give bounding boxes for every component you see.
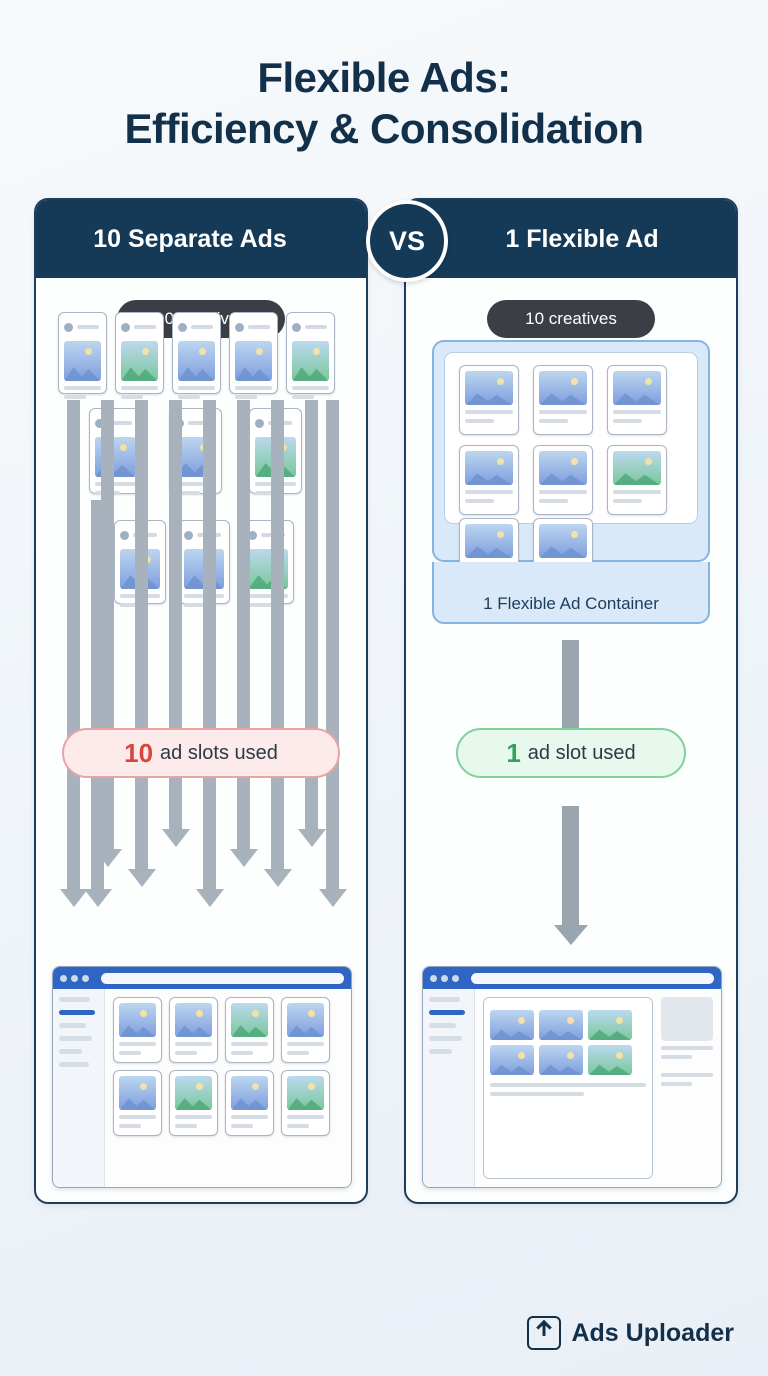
- browser-sidebar: [423, 989, 475, 1187]
- sun-icon: [142, 348, 149, 355]
- creative-card: [172, 312, 221, 394]
- panel-flexible-ad: [404, 198, 738, 1204]
- avatar: [235, 323, 244, 332]
- mountain-icon: [121, 359, 158, 381]
- text-line: [465, 410, 513, 414]
- panel-left-heading: 10 Separate Ads: [36, 200, 366, 278]
- mountain-icon: [539, 1059, 583, 1076]
- creative-card: [607, 365, 667, 435]
- right-creatives-badge: 10 creatives: [487, 300, 655, 338]
- flow-arrow: [203, 400, 216, 890]
- mountain-icon: [235, 359, 272, 381]
- sun-icon: [571, 378, 578, 385]
- sun-icon: [196, 1083, 203, 1090]
- text-line: [287, 1124, 309, 1128]
- flexible-container-label: 1 Flexible Ad Container: [483, 594, 659, 614]
- text-line: [613, 490, 661, 494]
- creative-thumbnail: [613, 371, 661, 405]
- window-dot: [452, 975, 459, 982]
- creative-thumbnail: [588, 1010, 632, 1040]
- sun-icon: [567, 1052, 574, 1059]
- text-line: [292, 395, 314, 399]
- mountain-icon: [231, 1091, 268, 1110]
- text-line: [119, 1051, 141, 1055]
- text-line: [119, 1042, 156, 1046]
- right-slot-badge: [456, 728, 686, 778]
- text-line: [231, 1051, 253, 1055]
- sun-icon: [252, 1083, 259, 1090]
- sidebar-line: [429, 1036, 462, 1041]
- creative-thumbnail: [235, 341, 272, 381]
- creative-thumbnail: [178, 341, 215, 381]
- sun-icon: [645, 458, 652, 465]
- creative-thumbnail: [175, 1076, 212, 1110]
- text-line: [178, 386, 215, 390]
- avatar: [178, 323, 187, 332]
- text-line: [175, 1115, 212, 1119]
- avatar: [292, 323, 301, 332]
- name-line: [305, 325, 327, 329]
- sidebar-line: [59, 1023, 86, 1028]
- right-slot-number: 1: [506, 737, 521, 768]
- flow-arrow: [135, 400, 148, 870]
- sidebar-line: [59, 1062, 89, 1067]
- sun-icon: [140, 1010, 147, 1017]
- mountain-icon: [588, 1059, 632, 1076]
- creative-card: [533, 365, 593, 435]
- mountain-icon: [613, 386, 661, 405]
- page-title: [0, 0, 768, 154]
- mountain-icon: [465, 466, 513, 485]
- window-dot: [71, 975, 78, 982]
- text-line: [490, 1083, 646, 1087]
- sun-icon: [85, 348, 92, 355]
- text-line: [235, 386, 272, 390]
- window-dot: [60, 975, 67, 982]
- text-line: [175, 1051, 197, 1055]
- text-line: [248, 603, 272, 607]
- mountain-icon: [539, 466, 587, 485]
- text-line: [175, 1042, 212, 1046]
- flex-creative-row-1: [459, 365, 667, 435]
- text-line: [178, 395, 200, 399]
- creative-thumbnail: [121, 341, 158, 381]
- right-browser-mockup: [422, 966, 722, 1188]
- mountain-icon: [292, 359, 329, 381]
- browser-titlebar: [53, 967, 351, 989]
- text-line: [539, 490, 587, 494]
- mountain-icon: [178, 359, 215, 381]
- text-line: [64, 386, 101, 390]
- text-line: [465, 499, 494, 503]
- sun-icon: [497, 378, 504, 385]
- browser-titlebar: [423, 967, 721, 989]
- text-line: [661, 1046, 713, 1050]
- mountain-icon: [465, 386, 513, 405]
- name-line: [77, 325, 99, 329]
- text-line: [613, 410, 661, 414]
- sidebar-line: [59, 997, 90, 1002]
- creative-thumbnail: [588, 1045, 632, 1075]
- text-line: [64, 395, 86, 399]
- text-line: [613, 419, 642, 423]
- window-dot: [430, 975, 437, 982]
- flow-arrow: [271, 400, 284, 870]
- sidebar-line: [429, 997, 460, 1002]
- text-line: [287, 1042, 324, 1046]
- mountain-icon: [490, 1059, 534, 1076]
- sun-icon: [308, 1010, 315, 1017]
- sun-icon: [313, 348, 320, 355]
- creative-thumbnail: [539, 524, 587, 558]
- vs-badge: VS: [366, 200, 448, 282]
- creative-card: [229, 312, 278, 394]
- panel-separate-ads: [34, 198, 368, 1204]
- browser-right-rail: [661, 997, 713, 1179]
- ad-slot: [225, 1070, 274, 1136]
- mountain-icon: [64, 359, 101, 381]
- flow-arrow: [326, 400, 339, 890]
- text-line: [121, 395, 143, 399]
- creative-thumbnail: [465, 371, 513, 405]
- creative-card: [115, 312, 164, 394]
- flexible-container-footer: [432, 562, 710, 624]
- upload-box-icon: [527, 1316, 561, 1350]
- text-line: [235, 395, 257, 399]
- creative-thumbnail: [64, 341, 101, 381]
- mountain-icon: [287, 1091, 324, 1110]
- left-slot-number: 10: [124, 737, 154, 768]
- ad-slot: [169, 1070, 218, 1136]
- text-line: [231, 1124, 253, 1128]
- text-line: [119, 1115, 156, 1119]
- left-creative-row-1: [58, 312, 335, 394]
- sidebar-line: [429, 1023, 456, 1028]
- ad-slot: [281, 1070, 330, 1136]
- sun-icon: [308, 1083, 315, 1090]
- mountain-icon: [613, 466, 661, 485]
- text-line: [287, 1051, 309, 1055]
- mountain-icon: [287, 1018, 324, 1037]
- brand-name: Ads Uploader: [571, 1318, 734, 1347]
- creative-thumbnail: [465, 524, 513, 558]
- name-line: [134, 325, 156, 329]
- creative-thumbnail: [539, 371, 587, 405]
- window-dot: [82, 975, 89, 982]
- sidebar-line: [59, 1049, 82, 1054]
- sun-icon: [252, 1010, 259, 1017]
- left-slot-label: ad slots used: [160, 741, 278, 764]
- mountain-icon: [465, 539, 513, 558]
- sun-icon: [196, 1010, 203, 1017]
- flex-creative-row-2: [459, 445, 667, 515]
- sun-icon: [518, 1052, 525, 1059]
- avatar: [255, 419, 264, 428]
- sun-icon: [256, 348, 263, 355]
- ad-slot: [113, 1070, 162, 1136]
- creative-thumbnail: [613, 451, 661, 485]
- text-line: [661, 1073, 713, 1077]
- sun-icon: [140, 1083, 147, 1090]
- brand-footer: [527, 1316, 734, 1350]
- text-line: [465, 490, 513, 494]
- sun-icon: [616, 1017, 623, 1024]
- browser-content: [475, 989, 721, 1187]
- sun-icon: [497, 458, 504, 465]
- creative-card: [459, 365, 519, 435]
- single-ad-slot: [483, 997, 653, 1179]
- left-creatives-badge: 10: [117, 300, 285, 338]
- text-line: [539, 419, 568, 423]
- browser-body: [423, 989, 721, 1187]
- creative-card: [286, 312, 335, 394]
- creative-thumbnail: [539, 1045, 583, 1075]
- mountain-icon: [539, 1024, 583, 1041]
- flow-arrow: [67, 400, 80, 890]
- text-line: [292, 386, 329, 390]
- text-line: [287, 1115, 324, 1119]
- sun-icon: [571, 458, 578, 465]
- mountain-icon: [119, 1091, 156, 1110]
- text-line: [175, 1124, 197, 1128]
- sun-icon: [120, 444, 127, 451]
- creative-thumbnail: [465, 451, 513, 485]
- text-line: [539, 499, 568, 503]
- creative-card: [533, 445, 593, 515]
- mountain-icon: [588, 1024, 632, 1041]
- name-line: [191, 325, 213, 329]
- left-browser-mockup: [52, 966, 352, 1188]
- creative-thumbnail: [231, 1003, 268, 1037]
- title-line-2: Efficiency & Consolidation: [124, 105, 644, 153]
- flow-arrow: [237, 400, 250, 850]
- avatar: [120, 531, 129, 540]
- flexible-ad-inner: [444, 352, 698, 524]
- text-line: [231, 1115, 268, 1119]
- sun-icon: [645, 378, 652, 385]
- creative-thumbnail: [119, 1003, 156, 1037]
- creative-thumbnail: [175, 1003, 212, 1037]
- sun-icon: [518, 1017, 525, 1024]
- text-line: [231, 1042, 268, 1046]
- right-slot-label: ad slot used: [527, 741, 636, 764]
- creative-card: [459, 445, 519, 515]
- flow-arrow: [562, 640, 579, 740]
- text-line: [119, 1124, 141, 1128]
- browser-content: [105, 989, 351, 1187]
- browser-url-bar[interactable]: [101, 973, 344, 984]
- title-line-1: Flexible Ads:: [257, 54, 511, 101]
- sun-icon: [571, 531, 578, 538]
- ad-slot: [169, 997, 218, 1063]
- creative-thumbnail: [292, 341, 329, 381]
- mountain-icon: [175, 1091, 212, 1110]
- sidebar-line: [429, 1049, 452, 1054]
- avatar: [121, 323, 130, 332]
- text-line: [465, 419, 494, 423]
- mountain-icon: [539, 539, 587, 558]
- flow-arrow: [562, 806, 579, 926]
- mountain-icon: [119, 1018, 156, 1037]
- sun-icon: [616, 1052, 623, 1059]
- flexible-ad-container: [432, 340, 710, 562]
- panel-right-heading: 1 Flexible Ad: [406, 200, 736, 278]
- browser-url-bar[interactable]: [471, 973, 714, 984]
- mountain-icon: [231, 1018, 268, 1037]
- text-line: [661, 1082, 692, 1086]
- text-line: [539, 410, 587, 414]
- window-dot: [441, 975, 448, 982]
- flow-arrow: [91, 500, 104, 890]
- browser-body: [53, 989, 351, 1187]
- creative-thumbnail: [231, 1076, 268, 1110]
- text-line: [613, 499, 642, 503]
- avatar: [64, 323, 73, 332]
- creative-thumbnail: [539, 1010, 583, 1040]
- mountain-icon: [490, 1024, 534, 1041]
- creative-card: [607, 445, 667, 515]
- creative-thumbnail: [287, 1076, 324, 1110]
- comparison-area: [34, 190, 734, 1200]
- creative-thumbnail: [490, 1010, 534, 1040]
- creative-thumbnail: [119, 1076, 156, 1110]
- text-line: [490, 1092, 584, 1096]
- ad-slot: [113, 997, 162, 1063]
- browser-sidebar: [53, 989, 105, 1187]
- ad-slot-grid: [113, 997, 343, 1136]
- creative-thumbnail: [539, 451, 587, 485]
- sidebar-line-active: [59, 1010, 95, 1015]
- name-line: [248, 325, 270, 329]
- left-slot-badge: [62, 728, 340, 778]
- text-line: [661, 1055, 692, 1059]
- mountain-icon: [175, 1018, 212, 1037]
- ad-slot: [225, 997, 274, 1063]
- sun-icon: [497, 531, 504, 538]
- sun-icon: [199, 348, 206, 355]
- text-line: [121, 386, 158, 390]
- creative-card: [58, 312, 107, 394]
- mountain-icon: [539, 386, 587, 405]
- creative-thumbnail: [287, 1003, 324, 1037]
- ad-slot: [281, 997, 330, 1063]
- sidebar-line: [59, 1036, 92, 1041]
- creative-thumbnail: [490, 1045, 534, 1075]
- flexible-ad-grid: [490, 1010, 646, 1075]
- placeholder-block: [661, 997, 713, 1041]
- avatar: [184, 531, 193, 540]
- sun-icon: [567, 1017, 574, 1024]
- sidebar-line-active: [429, 1010, 465, 1015]
